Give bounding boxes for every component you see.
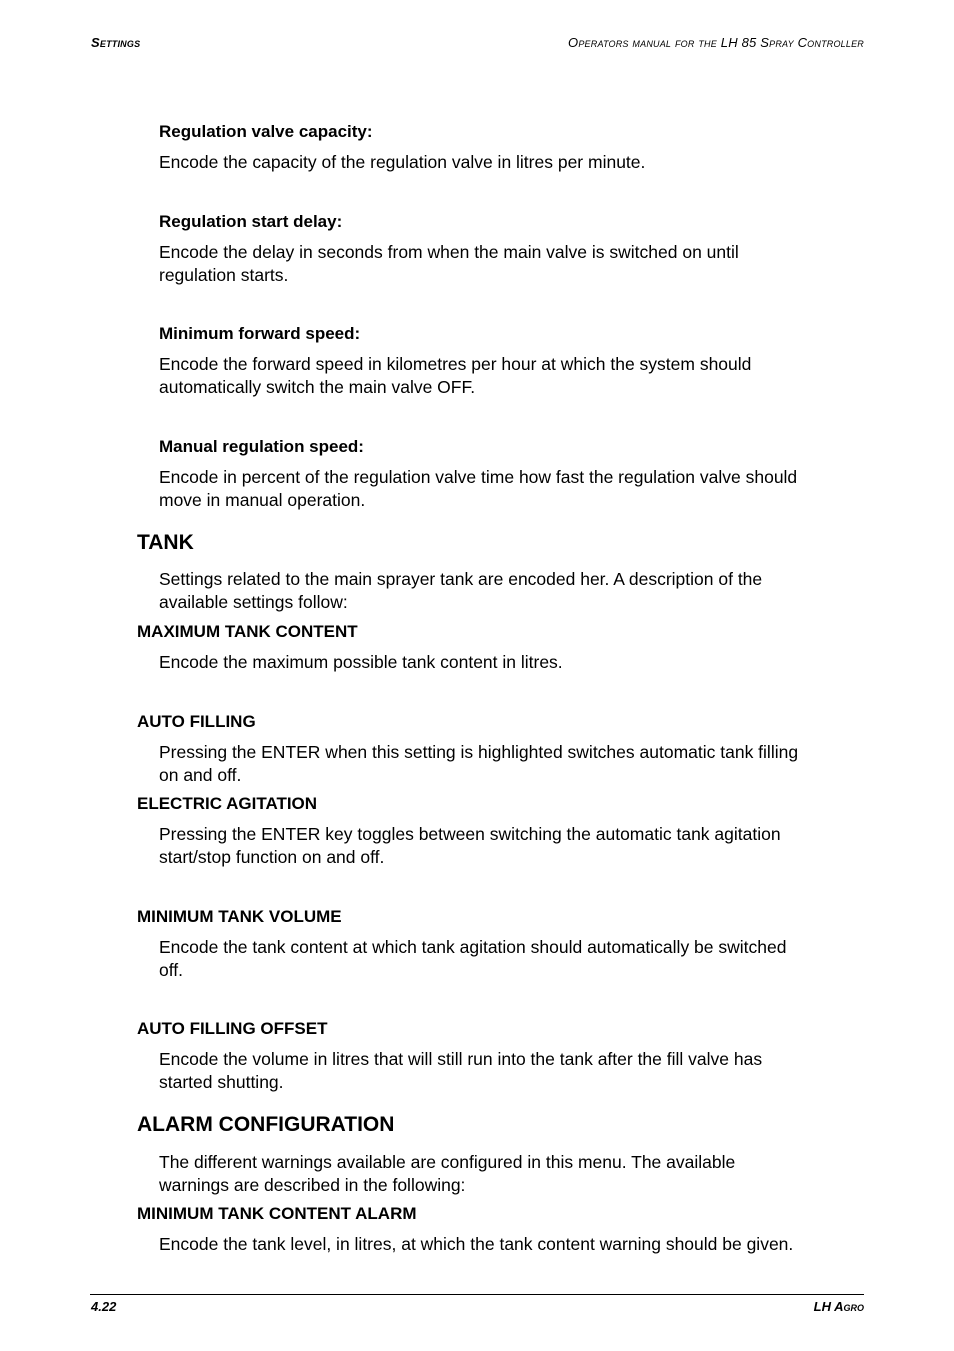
running-header-title: Operators manual for the LH 85 Spray Controller [568,35,864,50]
paragraph-minimum-tank-volume [159,936,786,982]
footer-brand: LH Agro [813,1299,864,1314]
paragraph-electric-agitation [159,823,781,869]
paragraph-line: available settings follow: [159,592,348,612]
paragraph-line: warnings are described in the following: [159,1175,466,1195]
paragraph-line: Encode the maximum possible tank content in litres. [159,652,563,672]
paragraph-line: Settings related to the main sprayer tank are encoded her. A description of the [159,569,763,589]
paragraph-line: Encode the delay in seconds from when the main valve is switched on until [159,242,739,262]
paragraph-regulation-start-delay [159,241,739,287]
heading-minimum-tank-content-alarm: MINIMUM TANK CONTENT ALARM [137,1204,417,1223]
heading-electric-agitation: ELECTRIC AGITATION [137,794,318,813]
paragraph-line: move in manual operation. [159,490,366,510]
paragraph-tank [159,568,762,614]
heading-alarm-configuration: ALARM CONFIGURATION [137,1113,395,1136]
paragraph-line: automatically switch the main valve OFF. [159,377,476,397]
running-header-section: Settings [91,35,141,50]
paragraph-line: The different warnings available are configured in this menu. The available [159,1152,736,1172]
paragraph-line: Encode the tank content at which tank agitation should automatically be switched [159,937,787,957]
subheading-regulation-valve-capacity: Regulation valve capacity: [159,122,373,141]
page-number: 4.22 [91,1299,117,1314]
heading-auto-filling-offset: AUTO FILLING OFFSET [137,1019,328,1038]
paragraph-line: off. [159,960,184,980]
paragraph-maximum-tank-content [159,651,563,674]
paragraph-minimum-forward-speed [159,353,751,399]
paragraph-auto-filling [159,741,798,787]
footer-divider [90,1294,864,1295]
paragraph-line: on and off. [159,765,242,785]
paragraph-line: Encode the volume in litres that will still run into the tank after the fill valve has [159,1049,763,1069]
heading-maximum-tank-content: MAXIMUM TANK CONTENT [137,622,358,641]
paragraph-auto-filling-offset [159,1048,762,1094]
paragraph-line: Pressing the ENTER when this setting is highlighted switches automatic tank filling [159,742,799,762]
paragraph-line: started shutting. [159,1072,284,1092]
subheading-regulation-start-delay: Regulation start delay: [159,212,343,231]
heading-tank: TANK [137,531,194,554]
subheading-manual-regulation-speed: Manual regulation speed: [159,437,364,456]
paragraph-line: start/stop function on and off. [159,847,385,867]
paragraph-line: Pressing the ENTER key toggles between switching the automatic tank agitation [159,824,781,844]
heading-auto-filling: AUTO FILLING [137,712,256,731]
subheading-minimum-forward-speed: Minimum forward speed: [159,324,361,343]
paragraph-minimum-tank-content-alarm [159,1233,793,1256]
paragraph-manual-regulation-speed [159,466,797,512]
paragraph-regulation-valve-capacity [159,151,645,174]
paragraph-line: Encode in percent of the regulation valve time how fast the regulation valve should [159,467,798,487]
paragraph-line: Encode the capacity of the regulation valve in litres per minute. [159,152,646,172]
paragraph-line: Encode the forward speed in kilometres per hour at which the system should [159,354,752,374]
paragraph-line: regulation starts. [159,265,289,285]
heading-minimum-tank-volume: MINIMUM TANK VOLUME [137,907,342,926]
paragraph-alarm-configuration [159,1151,735,1197]
paragraph-line: Encode the tank level, in litres, at which the tank content warning should be given. [159,1234,794,1254]
